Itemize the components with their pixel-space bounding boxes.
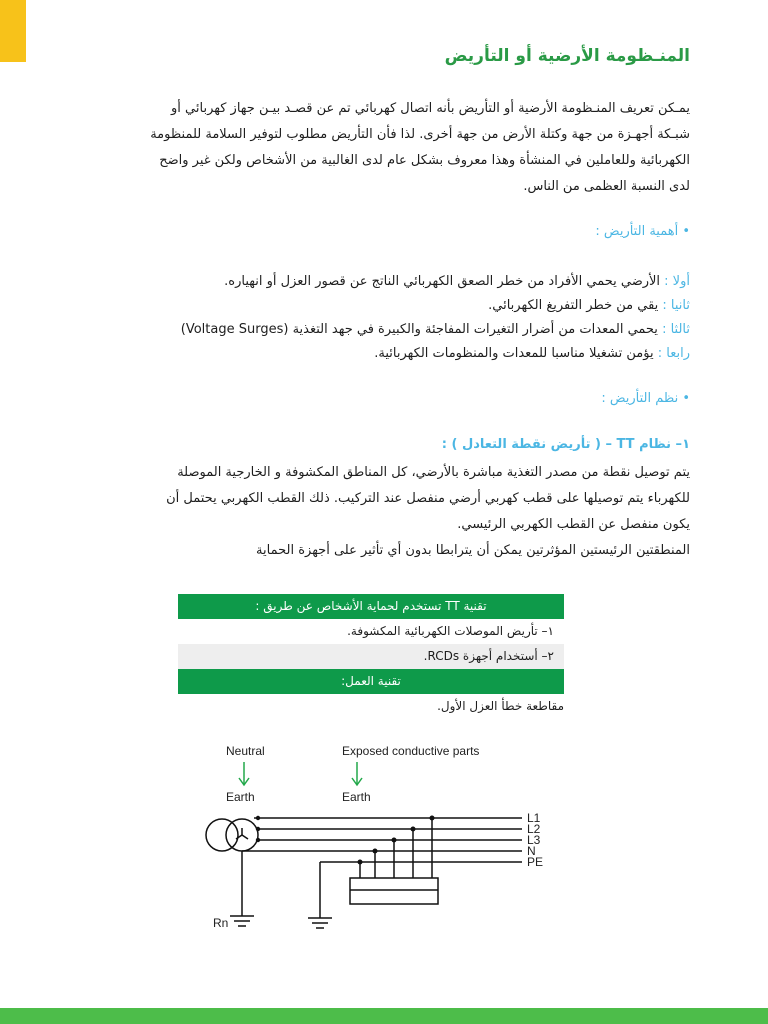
down-arrow-icon [352,762,362,785]
line-label: L3 [527,833,541,847]
intro-paragraph [60,96,690,200]
neutral-label: Neutral [226,744,265,758]
line-label: PE [527,855,544,869]
tt-technique-table [178,594,564,719]
operation-text: مقاطعة خطأ العزل الأول. [437,699,564,713]
earth-label-left: Earth [226,790,255,804]
list-item-text: الأرضي يحمي الأفراد من خطر الصعق الكهربائي الناتج عن قصور العزل أو انهياره. [224,274,665,289]
tt-system-heading: ١– نظام TT – ( تأريض نقطة التعادل ) : [441,437,690,452]
list-item-prefix: ثالثا : [662,322,690,337]
line-label: L1 [527,811,541,825]
exposed-parts-label: Exposed conductive parts [342,744,480,758]
table-row: ٢– أستخدام أجهزة RCDs. [178,644,564,669]
list-item-prefix: ثانيا : [662,298,690,313]
intro-line: لدى النسبة العظمى من الناس. [523,179,690,194]
tt-line: يتم توصيل نقطة من مصدر التغذية مباشرة بالأرضي، كل المناطق المكشوفة و الخارجية الموصلة [177,465,690,480]
operation-header: تقنية العمل: [178,669,564,694]
systems-heading: • نظم التأريض : [601,391,690,406]
importance-heading: • أهمية التأريض : [595,224,690,239]
list-item-text: يحمي المعدات من أضرار التغيرات المفاجئة والكبيرة في جهد التغذية (Voltage Surges) [180,322,663,337]
tt-paragraph [60,460,690,564]
down-arrow-icon [239,762,249,785]
list-item [60,294,690,318]
intro-line: يمـكن تعريف المنـظومة الأرضية أو التأريض بأنه اتصال كهربائي تم عن قصـد بيـن جهاز كهربائي أو [171,101,690,116]
tt-line: يكون منفصل عن القطب الكهربي الرئيسي. [457,517,690,532]
table-header: تقنية TT تستخدم لحماية الأشخاص عن طريق : [178,594,564,619]
list-item [60,270,690,294]
list-item-text: يقي من خطر التفريغ الكهربائي. [488,298,663,313]
line-label: N [527,844,536,858]
tt-line: للكهرباء يتم توصيلها على قطب كهربي أرضي منفصل عند التركيب. ذلك القطب الكهربي يحتمل أن [166,491,690,506]
rn-label: Rn [213,916,229,930]
importance-list [60,270,690,366]
earth-label-right: Earth [342,790,371,804]
tt-line: المنطقتين الرئيستين المؤثرتين يمكن أن يترابطا بدون أي تأثير على أجهزة الحماية [256,543,690,558]
intro-line: الكهربائية وللعاملين في المنشأة وهذا معروف بشكل عام لدى الغالبية من الأشخاص ولكن غير واضح [159,153,690,168]
corner-tab-decoration [0,0,26,62]
table-row: ١– تأريض الموصلات الكهربائية المكشوفة. [178,619,564,644]
list-item-text: يؤمن تشغيلا مناسبا للمعدات والمنظومات الكهربائية. [374,346,658,361]
list-item [60,342,690,366]
intro-line: شبـكة أجهـزة من جهة وكتلة الأرض من جهة أخرى. لذا فأن التأريض مطلوب لتوفير السلامة للمنظومة [150,127,690,142]
page-title: المنـظومة الأرضية أو التأريض [444,46,690,66]
bottom-bar-decoration [0,1008,768,1024]
list-item-prefix: أولا : [664,274,690,289]
list-item [60,318,690,342]
tt-system-diagram [180,738,580,938]
line-label: L2 [527,822,541,836]
supply-lines [230,818,522,928]
transformer-icon [206,819,258,851]
list-item-prefix: رابعا : [657,346,690,361]
